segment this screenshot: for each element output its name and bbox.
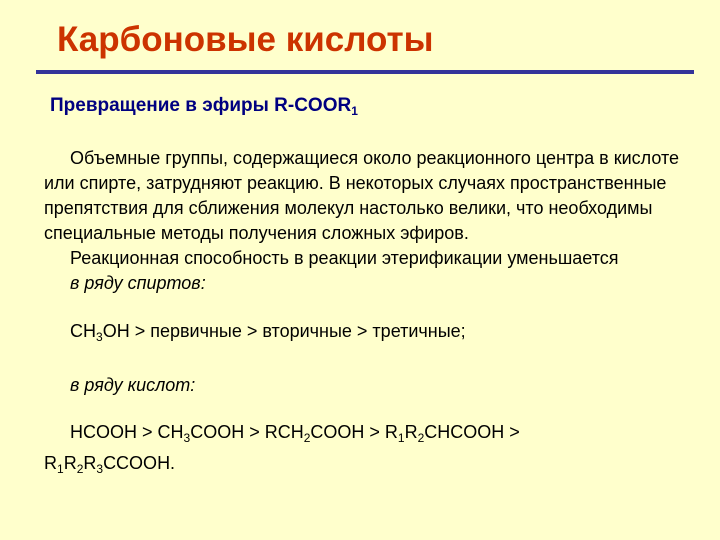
formula-subscript: 2 [417, 431, 425, 445]
formula-subscript: 3 [96, 330, 103, 344]
slide-title: Карбоновые кислоты [57, 20, 434, 59]
spacer [44, 296, 684, 319]
title-underline [36, 70, 694, 74]
alcohols-heading: в ряду спиртов: [70, 273, 206, 293]
formula-subscript: 2 [76, 462, 84, 476]
formula-part: OH > первичные > вторичные > третичные [102, 321, 461, 341]
subtitle-text: Превращение в эфиры R-COOR [50, 95, 352, 116]
formula-part: ; [460, 321, 466, 341]
formula-part: HCOOH > CH [70, 422, 184, 442]
formula-subscript: 2 [303, 431, 311, 445]
spacer [44, 350, 684, 373]
body-text [44, 146, 684, 482]
formula-part: CH [70, 321, 96, 341]
spacer [44, 398, 684, 420]
paragraph-reactivity: Реакционная способность в реакции этерификации уменьшается [70, 248, 619, 268]
acids-series-line2 [44, 451, 684, 482]
formula-part: CHCOOH > [424, 422, 520, 442]
alcohols-series [44, 319, 684, 350]
acids-series-line1 [44, 420, 684, 451]
formula-part: COOH > R [310, 422, 398, 442]
acids-heading: в ряду кислот: [70, 375, 196, 395]
slide-subtitle [50, 95, 358, 118]
formula-subscript: 3 [183, 431, 191, 445]
formula-subscript: 3 [96, 462, 104, 476]
formula-subscript: 1 [397, 431, 405, 445]
formula-part: R [63, 453, 77, 473]
subtitle-subscript: 1 [351, 104, 358, 118]
formula-subscript: 1 [57, 462, 64, 476]
formula-part: R [404, 422, 418, 442]
formula-part: CCOOH. [103, 453, 176, 473]
paragraph-steric-hindrance: Объемные группы, содержащиеся около реакционного центра в кислоте или спирте, затрудняют реакцию. В некоторых случаях пространственные препятствия для сближения молекул настолько велики, что необходимы специальные методы получения сложных эфиров. [44, 148, 680, 243]
formula-part: R [44, 453, 57, 473]
formula-part: COOH > RCH [190, 422, 304, 442]
formula-part: R [83, 453, 97, 473]
